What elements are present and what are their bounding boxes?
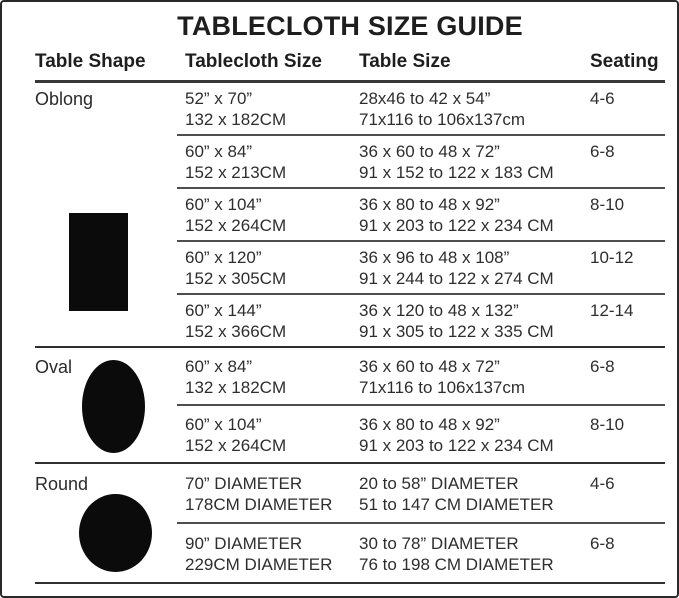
shape-cell-oblong <box>35 83 177 346</box>
table-row <box>177 464 665 522</box>
table-size-cell <box>359 300 590 342</box>
table-size-inches: 36 x 80 to 48 x 92” <box>359 195 500 214</box>
seating-cell: 6-8 <box>590 142 615 161</box>
tablecloth-size-cell <box>177 300 359 342</box>
tablecloth-size-inches: 60” x 84” <box>185 357 253 376</box>
table-size-inches: 28x46 to 42 x 54” <box>359 89 491 108</box>
tablecloth-size-inches: 90” DIAMETER <box>185 534 303 553</box>
column-header-seating: Seating <box>590 51 659 72</box>
tablecloth-size-cell <box>177 414 359 456</box>
column-header-table-shape: Table Shape <box>35 51 146 72</box>
tablecloth-size-inches: 60” x 120” <box>185 248 262 267</box>
table-size-inches: 20 to 58” DIAMETER <box>359 474 519 493</box>
shape-cell-oval <box>35 348 177 462</box>
seating-cell: 6-8 <box>590 357 615 376</box>
tablecloth-size-inches: 52” x 70” <box>185 89 253 108</box>
table-size-cm: 71x116 to 106x137cm <box>359 378 526 397</box>
section-oblong <box>35 83 665 346</box>
table-size-cm: 71x116 to 106x137cm <box>359 110 526 129</box>
table-size-cm: 76 to 198 CM DIAMETER <box>359 555 554 574</box>
tablecloth-size-cm: 152 x 305CM <box>185 269 287 288</box>
seating-cell: 4-6 <box>590 474 615 493</box>
section-rows-round <box>177 464 665 582</box>
tablecloth-size-inches: 70” DIAMETER <box>185 474 303 493</box>
table-size-cm: 91 x 203 to 122 x 234 CM <box>359 216 554 235</box>
tablecloth-size-cell <box>177 473 359 515</box>
tablecloth-size-cell <box>177 194 359 236</box>
tablecloth-size-cell <box>177 533 359 575</box>
page-title: TABLECLOTH SIZE GUIDE <box>177 11 523 41</box>
tablecloth-size-inches: 60” x 144” <box>185 301 262 320</box>
table-size-cell <box>359 194 590 236</box>
seating-cell: 6-8 <box>590 534 615 553</box>
section-round <box>35 462 665 582</box>
table-size-cm: 91 x 244 to 122 x 274 CM <box>359 269 554 288</box>
shape-label-oval: Oval <box>35 357 73 377</box>
seating-cell: 12-14 <box>590 301 634 320</box>
table-row <box>177 404 665 462</box>
tablecloth-size-inches: 60” x 104” <box>185 415 262 434</box>
table-size-cell <box>359 473 590 515</box>
tablecloth-size-cm: 152 x 366CM <box>185 322 287 341</box>
shape-label-round: Round <box>35 474 89 494</box>
table-size-cell <box>359 141 590 183</box>
seating-cell: 10-12 <box>590 248 634 267</box>
table-size-inches: 36 x 60 to 48 x 72” <box>359 142 500 161</box>
ellipse-icon <box>82 360 145 453</box>
seating-cell: 8-10 <box>590 415 625 434</box>
tablecloth-size-cm: 132 x 182CM <box>185 110 287 129</box>
tablecloth-size-cm: 152 x 213CM <box>185 163 287 182</box>
shape-label-oblong: Oblong <box>35 89 94 109</box>
table-row <box>177 134 665 187</box>
column-header-tablecloth-size: Tablecloth Size <box>185 51 322 72</box>
seating-cell: 8-10 <box>590 195 625 214</box>
tablecloth-size-cell <box>177 141 359 183</box>
tablecloth-size-cell <box>177 88 359 130</box>
table-size-inches: 36 x 60 to 48 x 72” <box>359 357 500 376</box>
tablecloth-size-cell <box>177 247 359 289</box>
circle-icon <box>79 494 152 572</box>
rectangle-icon <box>69 213 128 311</box>
table-size-cell <box>359 533 590 575</box>
tablecloth-size-cell <box>177 356 359 398</box>
table-row <box>177 83 665 134</box>
tablecloth-size-cm: 152 x 264CM <box>185 216 287 235</box>
table-size-inches: 36 x 96 to 48 x 108” <box>359 248 510 267</box>
tablecloth-size-cm: 229CM DIAMETER <box>185 555 333 574</box>
table-size-inches: 36 x 80 to 48 x 92” <box>359 415 500 434</box>
table-body <box>35 83 665 584</box>
table-size-inches: 36 x 120 to 48 x 132” <box>359 301 519 320</box>
section-rows-oval <box>177 348 665 462</box>
table-size-cell <box>359 356 590 398</box>
table-size-cm: 91 x 203 to 122 x 234 CM <box>359 436 554 455</box>
table-size-cm: 91 x 305 to 122 x 335 CM <box>359 322 554 341</box>
tablecloth-size-cm: 132 x 182CM <box>185 378 287 397</box>
tablecloth-size-inches: 60” x 104” <box>185 195 262 214</box>
tablecloth-size-cm: 152 x 264CM <box>185 436 287 455</box>
table-row <box>177 240 665 293</box>
table-row <box>177 522 665 582</box>
table-row <box>177 187 665 240</box>
table-size-cell <box>359 247 590 289</box>
table-size-inches: 30 to 78” DIAMETER <box>359 534 519 553</box>
section-rows-oblong <box>177 83 665 346</box>
table-row <box>177 348 665 404</box>
tablecloth-size-cm: 178CM DIAMETER <box>185 495 333 514</box>
column-header-table-size: Table Size <box>359 51 451 72</box>
table-size-cm: 91 x 152 to 122 x 183 CM <box>359 163 554 182</box>
table-size-cell <box>359 414 590 456</box>
seating-cell: 4-6 <box>590 89 615 108</box>
table-header-row <box>35 51 665 83</box>
tablecloth-size-inches: 60” x 84” <box>185 142 253 161</box>
section-oval <box>35 346 665 462</box>
table-row <box>177 293 665 346</box>
table-size-cell <box>359 88 590 130</box>
shape-cell-round <box>35 464 177 582</box>
table-size-cm: 51 to 147 CM DIAMETER <box>359 495 554 514</box>
